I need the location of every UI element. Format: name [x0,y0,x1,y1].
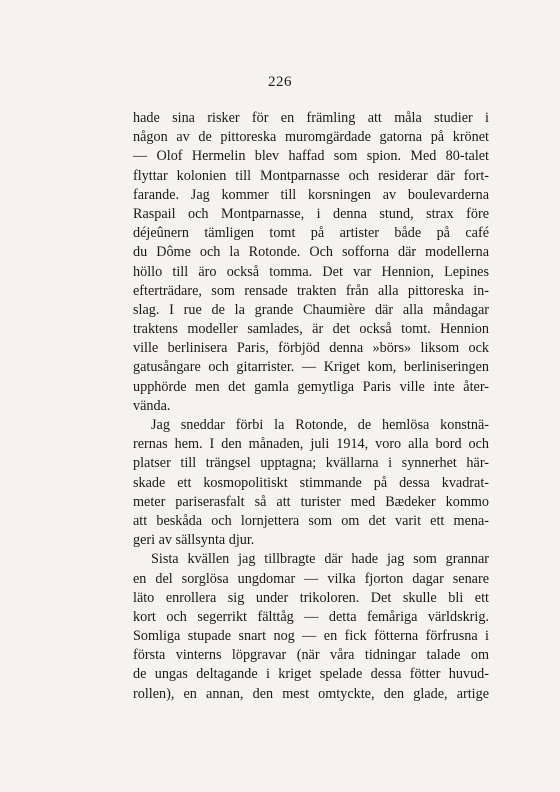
text-line: slag. I rue de la grande Chaumière där alla måndagar [133,301,489,318]
text-line: första vinterns löpgravar (när våra tidningar talade om [133,647,489,664]
text-line: meter pariserasfalt så att turister med Bædeker kommo [133,493,489,510]
body-text [133,109,489,704]
text-line: efterträdare, som rensade trakten från alla pittoreska in- [133,282,489,299]
text-line: — Olof Hermelin blev haffad som spion. Med 80-talet [133,148,489,165]
text-line: du Dôme och la Rotonde. Och sofforna där modellerna [133,244,489,261]
text-line: en del sorglösa ungdomar — vilka fjorton dagar senare [133,570,489,587]
text-line: gatusångare och gitarrister. — Kriget kom, berliniseringen [133,359,489,376]
text-line: rernas hem. I den månaden, juli 1914, voro alla bord och [133,436,489,453]
text-line: traktens modeller samlades, är det också tomt. Hennion [133,321,489,338]
text-line: skade ett kosmopolitiskt stimmande på dessa kvadrat- [133,474,489,491]
text-line: Raspail och Montparnasse, i denna stund, strax före [133,205,489,222]
text-line: flyttar kolonien till Montparnasse och residerar där fort- [133,167,489,184]
text-line: läto enrollera sig under trikoloren. Det skulle bli ett [133,589,489,606]
page-number: 226 [268,74,292,90]
text-line: platser till trängsel upptagna; kvällarna i synnerhet här- [133,455,489,472]
text-line: Sista kvällen jag tillbragte där hade jag som grannar [151,551,489,568]
text-line: ville berlinisera Paris, förbjöd denna »börs» liksom ock [133,340,489,357]
text-line: Somliga stupade snart nog — en fick fötterna förfrusna i [133,628,489,645]
text-line: vända. [133,397,171,414]
text-line: att beskåda och lornjettera som om det varit ett mena- [133,512,489,529]
text-line: de ungas deltagande i kriget spelade dessa fötter huvud- [133,666,489,683]
text-line: upphörde men det gamla gemytliga Paris ville inte åter- [133,378,489,395]
text-line: höllo till äro också tomma. Det var Hennion, Lepines [133,263,489,280]
text-line: Jag sneddar förbi la Rotonde, de hemlösa konstnä- [151,417,489,433]
text-line: rollen), en annan, den mest omtyckte, den glade, artige [133,685,489,702]
text-line: déjeûnern tämligen tomt på artister både på café [133,225,489,242]
text-line: någon av de pittoreska muromgärdade gatorna på krönet [133,129,489,146]
text-line: farande. Jag kommer till korsningen av boulevarderna [133,186,489,203]
text-line: hade sina risker för en främling att måla studier i [133,110,489,126]
text-line: kort och segerrikt fälttåg — detta femåriga världskrig. [133,608,489,625]
text-line: geri av sällsynta djur. [133,532,255,549]
